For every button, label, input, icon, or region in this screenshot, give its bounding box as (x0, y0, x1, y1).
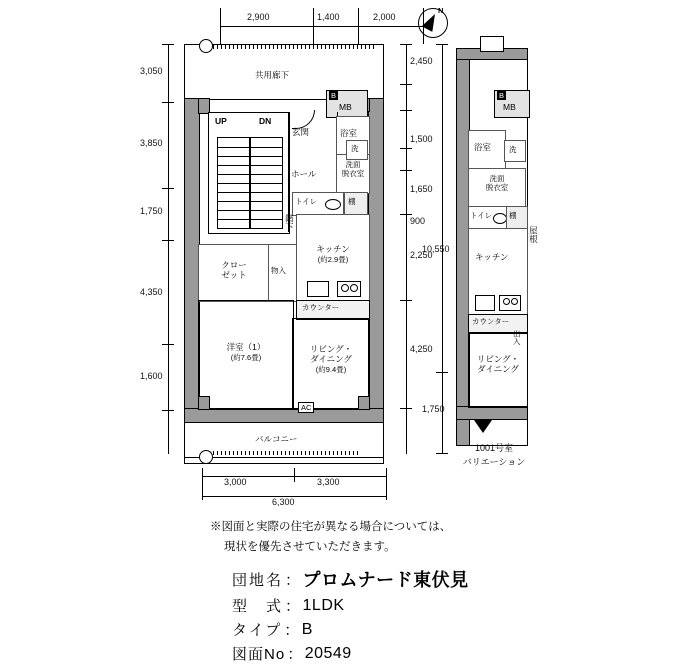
compass-label: N (438, 6, 444, 15)
variation-washroom-label: 洗面 脱衣室 (485, 174, 509, 192)
balcony-drain-icon (199, 450, 213, 464)
variation-shelf (506, 206, 528, 230)
variation-caption-line1: 1001号室 (474, 443, 514, 453)
disclaimer (210, 518, 630, 557)
top-dim-1: 2,900 (247, 12, 270, 22)
variation-washer (504, 140, 526, 162)
variation-wall-bottom (456, 406, 528, 420)
washer (346, 140, 368, 160)
right-inner-dim-4: 900 (410, 216, 426, 226)
variation-room-bath (468, 130, 506, 170)
kitchen-counter (296, 300, 370, 320)
footer-value-0: プロムナード東伏見 (302, 570, 469, 590)
left-dim-2: 3,850 (140, 138, 163, 148)
variation-counter-label: カウンター (472, 317, 510, 326)
variation-room-toilet (468, 206, 508, 230)
stairs-block (208, 112, 290, 234)
variation-toilet-fixture-icon (493, 213, 507, 224)
footer-sep-0: ： (285, 571, 301, 589)
wall-balcony-right-stub (358, 396, 370, 410)
variation-caption-line2: バリエーション (462, 456, 526, 467)
entrance-label: 玄関 (292, 127, 310, 137)
footer-label-1: 型 式 (232, 598, 284, 615)
variation-caption (448, 442, 540, 469)
disclaimer-line2: 現状を優先させていただきます。 (224, 540, 396, 553)
variation-mb-tag: B (499, 91, 505, 100)
variation-kitchen-sink-icon (475, 295, 495, 311)
ac-tag: AC (298, 402, 314, 413)
kitchen-sink-icon (307, 281, 329, 297)
washer-label: 洗 (351, 144, 359, 153)
corridor-pipe-icon (199, 39, 213, 53)
variation-top-notch (480, 36, 504, 52)
left-dim-5: 1,600 (140, 371, 163, 381)
bottom-dimension-row (180, 468, 410, 508)
variation-shelf-label: 棚 (509, 211, 517, 220)
balcony-label: バルコニー (255, 434, 298, 444)
room-storage (268, 244, 298, 302)
variation-kitchen-label: キッチン (475, 252, 509, 262)
shelf (344, 192, 368, 216)
balcony (184, 422, 384, 458)
variation-mb-label: MB (503, 102, 516, 112)
variation-roof-label: 屋根 (528, 226, 539, 243)
right-inner-dim-1: 2,450 (410, 56, 433, 66)
right-inner-dim-3: 1,650 (410, 184, 433, 194)
variation-room-washroom (468, 168, 526, 208)
variation-bath-label: 浴室 (474, 142, 492, 152)
footer-info (232, 566, 672, 664)
footer-value-3: 20549 (304, 644, 352, 662)
stair-treads (217, 137, 283, 229)
western-label: 洋室（1） (約7.6畳) (226, 342, 266, 362)
variation-exit-label-wrap (512, 330, 526, 362)
shelf-label: 棚 (348, 197, 356, 206)
right-inner-dim-2: 1,500 (410, 134, 433, 144)
main-plan (180, 44, 390, 464)
counter-label: カウンター (302, 303, 340, 312)
room-closet (198, 244, 270, 302)
stairs-dn-label: DN (259, 116, 272, 126)
variation-plan (450, 44, 540, 467)
toilet-fixture-icon (325, 199, 341, 210)
variation-mb (494, 90, 530, 118)
stairs-up-label: UP (215, 116, 227, 126)
right-total-dim-2: 1,750 (422, 404, 445, 414)
footer-sep-1: ： (285, 598, 301, 615)
understairs-label: 階下 (284, 214, 295, 231)
variation-roof-label-wrap (528, 226, 542, 266)
left-dim-4: 4,350 (140, 287, 163, 297)
storage-label: 物入 (271, 266, 286, 275)
footer-sep-3: ： (287, 646, 303, 663)
room-kitchen (296, 214, 370, 302)
variation-entry-arrow (474, 420, 492, 433)
left-dimension-column (140, 44, 180, 464)
wall-balcony-left-stub (198, 396, 210, 410)
variation-kitchen-stove-icon (499, 295, 521, 311)
room-washroom (336, 154, 370, 194)
bottom-dim-2: 3,300 (317, 477, 340, 487)
washroom-label: 洗面 脱衣室 (341, 160, 365, 178)
bath-label: 浴室 (340, 128, 358, 138)
variation-washer-label: 洗 (509, 145, 517, 154)
disclaimer-line1: ※図面と実際の住宅が異なる場合については、 (210, 521, 452, 533)
toilet-label: トイレ (295, 197, 318, 206)
footer-label-3: 図面No (232, 646, 286, 663)
bottom-dim-total: 6,300 (272, 497, 295, 507)
wall-right (368, 98, 384, 410)
variation-room-kitchen (468, 228, 528, 316)
footer-value-2: B (301, 620, 313, 638)
bottom-dim-1: 3,000 (224, 477, 247, 487)
room-western (198, 300, 294, 410)
common-corridor-label: 共用廊下 (255, 70, 290, 80)
variation-toilet-label: トイレ (470, 211, 493, 220)
mb-label: MB (339, 102, 352, 112)
room-toilet (292, 192, 344, 216)
right-inner-dim-6: 4,250 (410, 344, 433, 354)
left-dim-3: 1,750 (140, 206, 163, 216)
footer-sep-2: ： (284, 622, 300, 639)
closet-label: クロー ゼット (221, 260, 247, 280)
top-dimension-row (180, 6, 440, 36)
footer-label-0: 団地名 (232, 571, 284, 589)
top-dim-3: 2,000 (373, 12, 396, 22)
kitchen-label: キッチン (約2.9畳) (316, 244, 350, 264)
variation-living-label: リビング・ ダイニング (476, 354, 520, 374)
mb-tag: B (331, 91, 337, 100)
right-inner-dim-5: 2,250 (410, 250, 433, 260)
top-dim-2: 1,400 (317, 12, 340, 22)
left-dim-1: 3,050 (140, 66, 163, 76)
right-total-dim-1: 10,550 (422, 244, 450, 254)
footer-value-1: 1LDK (302, 596, 345, 614)
variation-exit-label: 出入 (512, 330, 522, 345)
footer-label-2: タイプ (232, 622, 283, 639)
hall-label: ホール (291, 169, 317, 179)
living-dining-label: リビング・ ダイニング (約9.4畳) (309, 344, 353, 374)
